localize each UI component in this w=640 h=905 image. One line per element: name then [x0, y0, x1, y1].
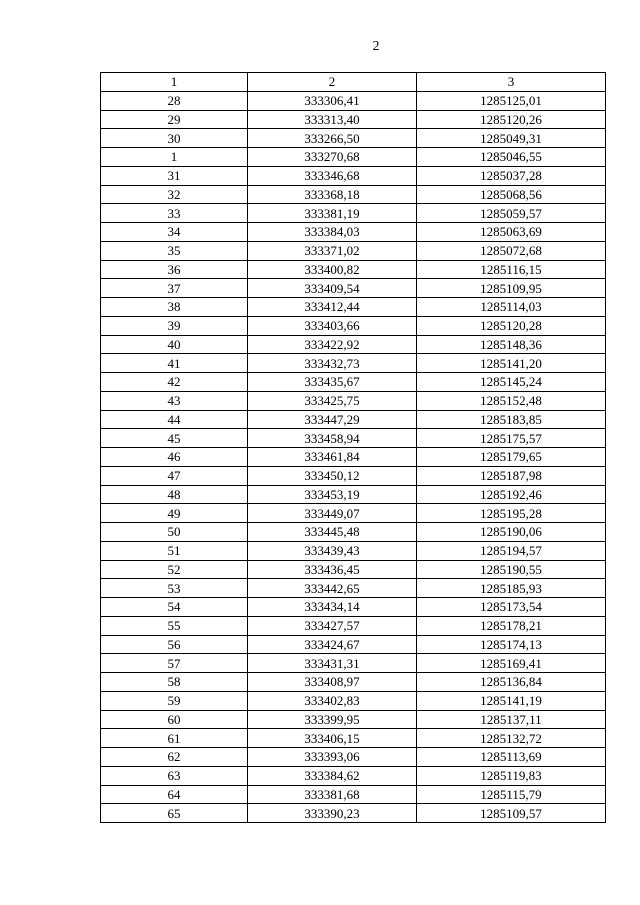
column-header-2: 2 — [248, 73, 417, 92]
coordinate-y-cell: 1285046,55 — [417, 148, 606, 167]
point-number-cell: 59 — [101, 691, 248, 710]
coordinate-x-cell: 333400,82 — [248, 260, 417, 279]
coordinate-y-cell: 1285120,26 — [417, 110, 606, 129]
table-row — [101, 91, 606, 110]
coordinate-x-cell: 333442,65 — [248, 579, 417, 598]
coordinate-y-cell: 1285148,36 — [417, 335, 606, 354]
table-row — [101, 241, 606, 260]
point-number-cell: 40 — [101, 335, 248, 354]
table-row — [101, 223, 606, 242]
point-number-cell: 39 — [101, 316, 248, 335]
point-number-cell: 31 — [101, 166, 248, 185]
point-number-cell: 45 — [101, 429, 248, 448]
point-number-cell: 49 — [101, 504, 248, 523]
point-number-cell: 62 — [101, 748, 248, 767]
coordinate-y-cell: 1285174,13 — [417, 635, 606, 654]
table-row — [101, 560, 606, 579]
point-number-cell: 28 — [101, 91, 248, 110]
point-number-cell: 55 — [101, 616, 248, 635]
table-row — [101, 448, 606, 467]
coordinate-y-cell: 1285145,24 — [417, 373, 606, 392]
coordinate-x-cell: 333402,83 — [248, 691, 417, 710]
point-number-cell: 43 — [101, 391, 248, 410]
coordinate-y-cell: 1285115,79 — [417, 785, 606, 804]
point-number-cell: 44 — [101, 410, 248, 429]
table-row — [101, 429, 606, 448]
coordinate-x-cell: 333403,66 — [248, 316, 417, 335]
coordinate-x-cell: 333313,40 — [248, 110, 417, 129]
point-number-cell: 57 — [101, 654, 248, 673]
coordinate-y-cell: 1285178,21 — [417, 616, 606, 635]
point-number-cell: 63 — [101, 766, 248, 785]
table-row — [101, 785, 606, 804]
table-row — [101, 691, 606, 710]
coordinate-y-cell: 1285175,57 — [417, 429, 606, 448]
coordinate-y-cell: 1285137,11 — [417, 710, 606, 729]
table-row — [101, 260, 606, 279]
coordinate-x-cell: 333435,67 — [248, 373, 417, 392]
point-number-cell: 46 — [101, 448, 248, 467]
coordinate-y-cell: 1285141,19 — [417, 691, 606, 710]
point-number-cell: 47 — [101, 466, 248, 485]
table-row — [101, 766, 606, 785]
coordinate-x-cell: 333461,84 — [248, 448, 417, 467]
point-number-cell: 38 — [101, 298, 248, 317]
coordinate-x-cell: 333458,94 — [248, 429, 417, 448]
table-row — [101, 541, 606, 560]
coordinate-y-cell: 1285049,31 — [417, 129, 606, 148]
point-number-cell: 1 — [101, 148, 248, 167]
coordinate-y-cell: 1285116,15 — [417, 260, 606, 279]
table-row — [101, 673, 606, 692]
table-row — [101, 616, 606, 635]
coordinate-x-cell: 333422,92 — [248, 335, 417, 354]
coordinate-x-cell: 333450,12 — [248, 466, 417, 485]
coordinate-y-cell: 1285190,55 — [417, 560, 606, 579]
coordinate-x-cell: 333384,62 — [248, 766, 417, 785]
column-header-1: 1 — [101, 73, 248, 92]
table-row — [101, 129, 606, 148]
coordinate-x-cell: 333431,31 — [248, 654, 417, 673]
coordinate-x-cell: 333439,43 — [248, 541, 417, 560]
table-row — [101, 635, 606, 654]
coordinate-x-cell: 333425,75 — [248, 391, 417, 410]
coordinate-y-cell: 1285194,57 — [417, 541, 606, 560]
coordinate-x-cell: 333384,03 — [248, 223, 417, 242]
coordinate-y-cell: 1285141,20 — [417, 354, 606, 373]
coordinates-table — [100, 72, 606, 823]
table-row — [101, 654, 606, 673]
coordinate-x-cell: 333434,14 — [248, 598, 417, 617]
coordinate-y-cell: 1285109,57 — [417, 804, 606, 823]
coordinate-y-cell: 1285037,28 — [417, 166, 606, 185]
coordinate-y-cell: 1285179,65 — [417, 448, 606, 467]
coordinate-y-cell: 1285132,72 — [417, 729, 606, 748]
point-number-cell: 36 — [101, 260, 248, 279]
coordinate-y-cell: 1285114,03 — [417, 298, 606, 317]
coordinate-x-cell: 333306,41 — [248, 91, 417, 110]
coordinate-y-cell: 1285187,98 — [417, 466, 606, 485]
coordinate-x-cell: 333266,50 — [248, 129, 417, 148]
coordinate-x-cell: 333371,02 — [248, 241, 417, 260]
table-body — [101, 91, 606, 822]
table-row — [101, 710, 606, 729]
coordinate-x-cell: 333381,68 — [248, 785, 417, 804]
point-number-cell: 32 — [101, 185, 248, 204]
coordinate-y-cell: 1285173,54 — [417, 598, 606, 617]
table-header — [101, 73, 606, 92]
coordinate-x-cell: 333449,07 — [248, 504, 417, 523]
coordinate-x-cell: 333393,06 — [248, 748, 417, 767]
table-row — [101, 298, 606, 317]
coordinate-y-cell: 1285152,48 — [417, 391, 606, 410]
column-header-3: 3 — [417, 73, 606, 92]
coordinate-y-cell: 1285059,57 — [417, 204, 606, 223]
coordinate-x-cell: 333412,44 — [248, 298, 417, 317]
table-row — [101, 410, 606, 429]
coordinate-y-cell: 1285072,68 — [417, 241, 606, 260]
table-row — [101, 335, 606, 354]
table-row — [101, 204, 606, 223]
table-row — [101, 485, 606, 504]
point-number-cell: 30 — [101, 129, 248, 148]
table-row — [101, 354, 606, 373]
table-row — [101, 523, 606, 542]
table-row — [101, 579, 606, 598]
point-number-cell: 58 — [101, 673, 248, 692]
point-number-cell: 29 — [101, 110, 248, 129]
point-number-cell: 41 — [101, 354, 248, 373]
point-number-cell: 53 — [101, 579, 248, 598]
coordinate-x-cell: 333346,68 — [248, 166, 417, 185]
coordinate-x-cell: 333399,95 — [248, 710, 417, 729]
coordinate-y-cell: 1285169,41 — [417, 654, 606, 673]
coordinate-x-cell: 333408,97 — [248, 673, 417, 692]
coordinate-x-cell: 333390,23 — [248, 804, 417, 823]
table-row — [101, 316, 606, 335]
table-row — [101, 504, 606, 523]
coordinate-y-cell: 1285185,93 — [417, 579, 606, 598]
coordinate-x-cell: 333447,29 — [248, 410, 417, 429]
coordinate-y-cell: 1285120,28 — [417, 316, 606, 335]
coordinate-y-cell: 1285125,01 — [417, 91, 606, 110]
coordinate-x-cell: 333436,45 — [248, 560, 417, 579]
table-row — [101, 166, 606, 185]
coordinate-x-cell: 333424,67 — [248, 635, 417, 654]
coordinate-x-cell: 333381,19 — [248, 204, 417, 223]
table-row — [101, 391, 606, 410]
coordinate-y-cell: 1285119,83 — [417, 766, 606, 785]
table-row — [101, 148, 606, 167]
coordinate-x-cell: 333445,48 — [248, 523, 417, 542]
point-number-cell: 35 — [101, 241, 248, 260]
point-number-cell: 56 — [101, 635, 248, 654]
coordinate-y-cell: 1285192,46 — [417, 485, 606, 504]
table-row — [101, 466, 606, 485]
point-number-cell: 54 — [101, 598, 248, 617]
point-number-cell: 33 — [101, 204, 248, 223]
coordinate-x-cell: 333453,19 — [248, 485, 417, 504]
table-row — [101, 373, 606, 392]
table-row — [101, 185, 606, 204]
table-row — [101, 279, 606, 298]
table-row — [101, 729, 606, 748]
point-number-cell: 64 — [101, 785, 248, 804]
point-number-cell: 48 — [101, 485, 248, 504]
point-number-cell: 60 — [101, 710, 248, 729]
coordinate-y-cell: 1285195,28 — [417, 504, 606, 523]
page-number: 2 — [372, 39, 380, 54]
coordinate-y-cell: 1285113,69 — [417, 748, 606, 767]
table-row — [101, 110, 606, 129]
table-row — [101, 748, 606, 767]
coordinate-y-cell: 1285183,85 — [417, 410, 606, 429]
coordinate-x-cell: 333406,15 — [248, 729, 417, 748]
point-number-cell: 61 — [101, 729, 248, 748]
point-number-cell: 42 — [101, 373, 248, 392]
coordinate-x-cell: 333432,73 — [248, 354, 417, 373]
coordinate-x-cell: 333270,68 — [248, 148, 417, 167]
coordinate-y-cell: 1285190,06 — [417, 523, 606, 542]
coordinate-x-cell: 333368,18 — [248, 185, 417, 204]
coordinate-y-cell: 1285068,56 — [417, 185, 606, 204]
point-number-cell: 65 — [101, 804, 248, 823]
coordinate-x-cell: 333427,57 — [248, 616, 417, 635]
point-number-cell: 37 — [101, 279, 248, 298]
point-number-cell: 51 — [101, 541, 248, 560]
coordinate-y-cell: 1285063,69 — [417, 223, 606, 242]
table-row — [101, 598, 606, 617]
coordinate-y-cell: 1285109,95 — [417, 279, 606, 298]
coordinate-y-cell: 1285136,84 — [417, 673, 606, 692]
table-header-row — [101, 73, 606, 92]
point-number-cell: 52 — [101, 560, 248, 579]
point-number-cell: 34 — [101, 223, 248, 242]
point-number-cell: 50 — [101, 523, 248, 542]
coordinate-x-cell: 333409,54 — [248, 279, 417, 298]
table-row — [101, 804, 606, 823]
